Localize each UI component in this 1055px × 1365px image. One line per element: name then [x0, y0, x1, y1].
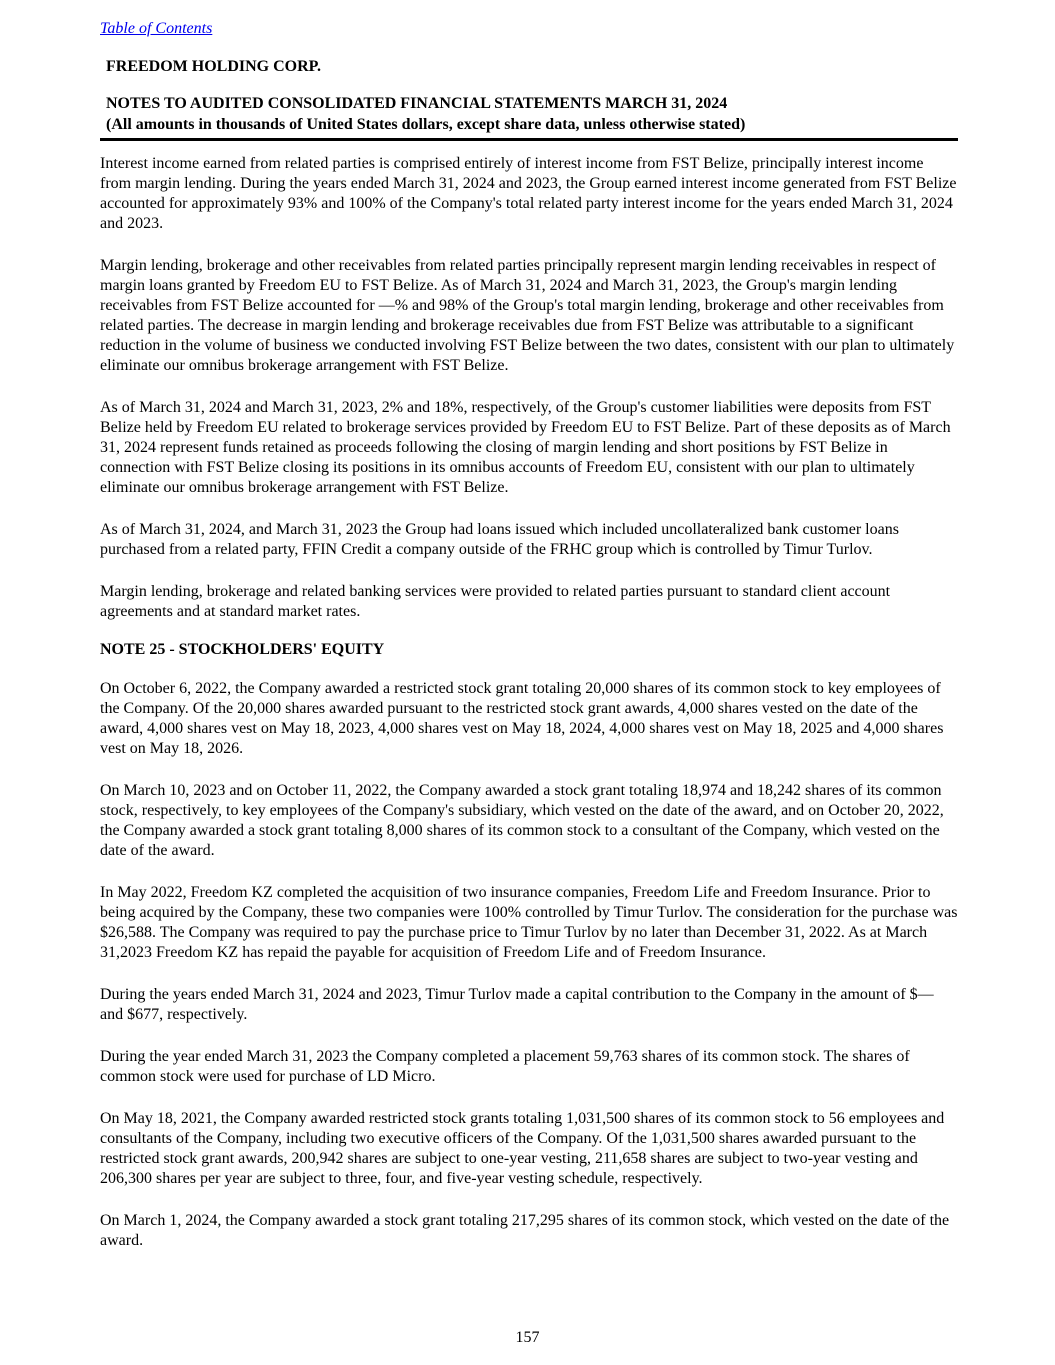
paragraph-note25-3: In May 2022, Freedom KZ completed the acquisition of two insurance companies, Freedom Life and Freedom Insurance. Prior to being acquired by the Company, these two companies were 100% controlled by Timur Turlov. The consideration for the purchase was $26,588. The Company was required to pay the purchase price to Timur Turlov by no later than December 31, 2022. As at March 31,2023 Freedom KZ has repaid the payable for acquisition of Freedom Life and of Freedom Insurance.	[100, 884, 958, 961]
paragraph-note25-4: During the years ended March 31, 2024 and 2023, Timur Turlov made a capital contribution to the Company in the amount of $— and $677, respectively.	[100, 986, 934, 1023]
document-body	[100, 154, 958, 1251]
paragraph-note25-2: On March 10, 2023 and on October 11, 2022, the Company awarded a stock grant totaling 18,974 and 18,242 shares of its common stock, respectively, to key employees of the Company's subsidiary, which vested on the date of the award, and on October 20, 2022, the Company awarded a stock grant totaling 8,000 shares of its common stock to a consultant of the Company, which vested on the date of the award.	[100, 782, 944, 859]
paragraph-note25-6: On May 18, 2021, the Company awarded restricted stock grants totaling 1,031,500 shares of its common stock to 56 employees and consultants of the Company, including two executive officers of the Company. Of the 1,031,500 shares awarded pursuant to the restricted stock grant awards, 200,942 shares are subject to one-year vesting, 211,658 shares are subject to two-year vesting and 206,300 shares per year are subject to three, four, and five-year vesting schedule, respectively.	[100, 1110, 945, 1187]
document-subtitle: (All amounts in thousands of United States dollars, except share data, unless otherwise stated)	[106, 116, 746, 133]
paragraph-related-party-3: As of March 31, 2024 and March 31, 2023, 2% and 18%, respectively, of the Group's customer liabilities were deposits from FST Belize held by Freedom EU related to brokerage services provided by Freedom EU to FST Belize. Part of these deposits as of March 31, 2024 represent funds retained as proceeds following the closing of margin lending and short positions by FST Belize in connection with FST Belize closing its positions in its omnibus accounts of Freedom EU, consistent with our plan to ultimately eliminate our omnibus brokerage arrangement with FST Belize.	[100, 399, 951, 496]
paragraph-note25-5: During the year ended March 31, 2023 the Company completed a placement 59,763 shares of its common stock. The shares of common stock were used for purchase of LD Micro.	[100, 1048, 910, 1085]
paragraph-related-party-2: Margin lending, brokerage and other receivables from related parties principally represent margin lending receivables in respect of margin loans granted by Freedom EU to FST Belize. As of March 31, 2024 and March 31, 2023, the Group's margin lending receivables from FST Belize accounted for —% and 98% of the Group's total margin lending, brokerage and other receivables from related parties. The decrease in margin lending and brokerage receivables due from FST Belize was attributable to a significant reduction in the volume of business we conducted involving FST Belize between the two dates, consistent with our plan to ultimately eliminate our omnibus brokerage arrangement with FST Belize.	[100, 257, 955, 374]
company-name-heading: FREEDOM HOLDING CORP.	[106, 58, 321, 75]
paragraph-related-party-5: Margin lending, brokerage and related banking services were provided to related parties pursuant to standard client account agreements and at standard market rates.	[100, 583, 891, 620]
paragraph-related-party-4: As of March 31, 2024, and March 31, 2023 the Group had loans issued which included uncollateralized bank customer loans purchased from a related party, FFIN Credit a company outside of the FRHC group which is controlled by Timur Turlov.	[100, 521, 899, 558]
note-25-heading: NOTE 25 - STOCKHOLDERS' EQUITY	[100, 641, 385, 658]
paragraph-note25-7: On March 1, 2024, the Company awarded a stock grant totaling 217,295 shares of its common stock, which vested on the date of the award.	[100, 1212, 950, 1249]
document-title-block	[100, 93, 958, 141]
document-title: NOTES TO AUDITED CONSOLIDATED FINANCIAL STATEMENTS MARCH 31, 2024	[106, 95, 728, 112]
table-of-contents-link[interactable]: Table of Contents	[100, 20, 213, 37]
paragraph-note25-1: On October 6, 2022, the Company awarded a restricted stock grant totaling 20,000 shares of its common stock to key employees of the Company. Of the 20,000 shares awarded pursuant to the restricted stock grant awards, 4,000 shares vested on the date of the award, 4,000 shares vest on May 18, 2023, 4,000 shares vest on May 18, 2024, 4,000 shares vest on May 18, 2025 and 4,000 shares vest on May 18, 2026.	[100, 680, 944, 757]
page-number: 157	[515, 1329, 540, 1346]
paragraph-related-party-1: Interest income earned from related parties is comprised entirely of interest income from FST Belize, principally interest income from margin lending. During the years ended March 31, 2024 and 2023, the Group earned interest income generated from FST Belize accounted for approximately 93% and 100% of the Company's total related party interest income for the years ended March 31, 2024 and 2023.	[100, 155, 957, 232]
